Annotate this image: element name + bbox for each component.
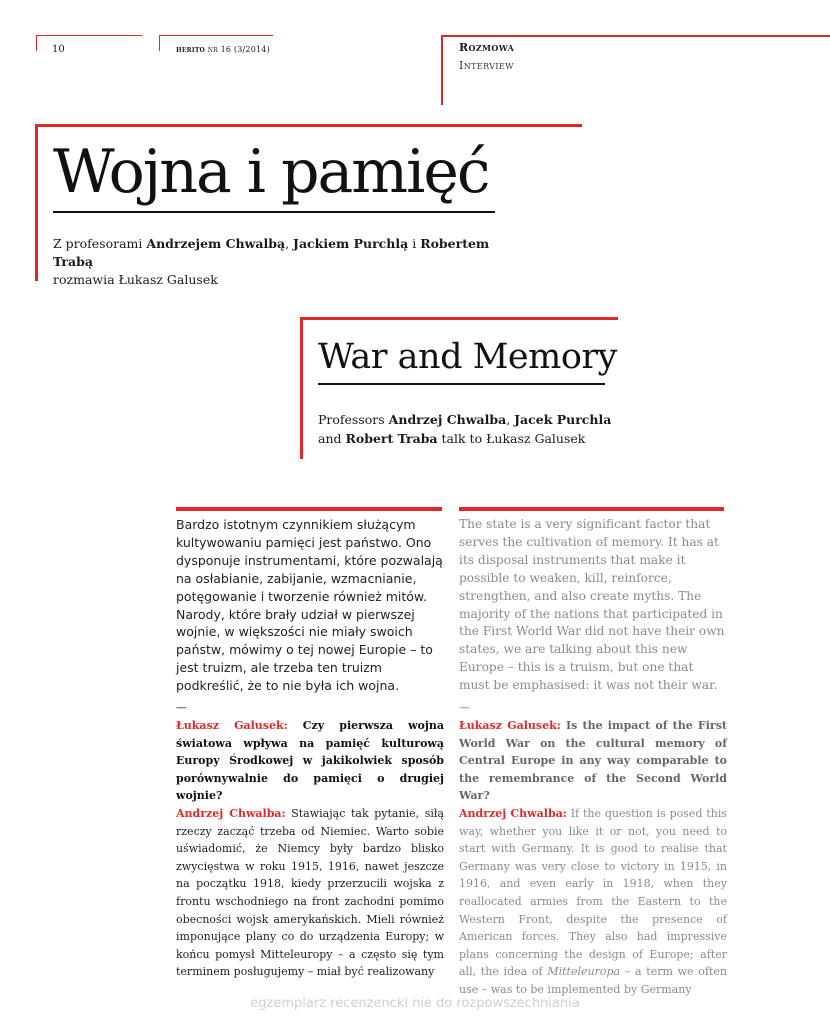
column-pl-lead: Bardzo istotnym czynnikiem służącym kultywowaniu pamięci jest państwo. Ono dysponuje instrumentami, które pozwalają na osłabianie, zabijanie, wzmacnianie, potęgowanie i tworzenie również mitów. Narody, które brały udział w pierwszej wojnie, w większości nie miały swoich państw, mówimy o tej nowej Europie – to jest truizm, ale trzeba ten truizm podkreślić, że to nie była ich wojna. (176, 517, 443, 694)
column-en-dash: — (459, 701, 470, 715)
header-tick-2 (159, 35, 160, 51)
column-en-answer-text-1: If the question is posed this way, whether you like it or not, you need to start with Germany. It is good to realise that Germany was very close to victory in 1915, in 1916, and even early in 1918, when they reallocated armies from the Eastern to the Western Front, despite the presence of American forces. They also had impressive plans concerning the design of Europe; after all, the idea of (459, 807, 728, 979)
column-en-answer-text-2: – a term we often use – was to be implemented by Germany (459, 965, 727, 996)
column-en-question-text: Is the impact of the First World War on the cultural memory of Central Europe in any way comparable to the remembrance of the Second World War? (459, 719, 727, 803)
intro-en-suffix: talk to Łukasz Galusek (437, 431, 586, 446)
watermark: egzemplarz recenzencki nie do rozpowszechniania (250, 996, 580, 1011)
title-en-underline (318, 383, 605, 385)
title-en-frame-top (300, 317, 618, 320)
magazine-issue (176, 44, 270, 54)
intro-en-prefix: Professors (318, 412, 389, 427)
issue-number: nr 16 (3/2014) (207, 45, 270, 54)
column-pl-bar (176, 507, 442, 511)
section-label-en: Interview (459, 59, 514, 72)
column-pl-answer-text: Stawiając tak pytanie, siłą rzeczy zacząć trzeba od Niemiec. Warto sobie uświadomić, że Niemcy były bardzo blisko zwycięstwa w roku 1915, 1916, nawet jeszcze na początku 1918, kiedy przerzucili wojska z frontu wschodniego na front zachodni pomimo obecności wojsk amerykańskich. Mieli również imponujące plany co do urządzenia Europy; w końcu pomysł Mitteleuropy – a często się tym terminem posługujemy – miał być realizowany (176, 807, 444, 979)
magazine-name: herito (176, 44, 205, 54)
intro-en-sep-1: , (506, 412, 515, 427)
intro-en-person-1: Andrzej Chwalba (388, 412, 507, 427)
page-number: 10 (52, 44, 65, 55)
column-en-question-speaker: Łukasz Galusek: (459, 719, 561, 733)
intro-en-sep-2: and (318, 431, 346, 446)
title-pl-underline (53, 211, 495, 213)
header-tick-1 (36, 35, 37, 51)
column-pl-question (176, 717, 444, 805)
header-rule-1 (36, 35, 142, 36)
intro-pl-suffix: rozmawia Łukasz Galusek (53, 272, 218, 287)
header-tick-3 (441, 35, 443, 105)
column-en-lead: The state is a very significant factor that serves the cultivation of memory. It has at its disposal instruments that make it possible to weaken, kill, reinforce, strengthen, and also create myths. The majority of the nations that participated in the First World War did not have their own states, we are talking about this new Europe – this is a truism, but one that must be emphasised: it was not their war. (459, 517, 725, 693)
intro-pl-sep-1: , (285, 236, 294, 251)
intro-en (318, 410, 618, 448)
column-en-bar (459, 507, 724, 511)
title-en-frame-left (300, 317, 303, 459)
intro-pl (53, 235, 523, 289)
column-en-answer-italic: Mitteleuropa (547, 965, 621, 979)
column-pl-answer (176, 805, 444, 981)
section-label-pl: Rozmowa (459, 41, 515, 54)
intro-en-person-2: Jacek Purchla (514, 412, 612, 427)
intro-pl-prefix: Z profesorami (53, 236, 147, 251)
intro-pl-person-3: Robertem Trabą (53, 236, 490, 269)
header-rule-2 (159, 35, 273, 36)
column-en (459, 516, 727, 999)
column-pl-question-speaker: Łukasz Galusek: (176, 719, 288, 733)
intro-en-person-3: Robert Traba (345, 431, 438, 446)
intro-pl-sep-2: i (408, 236, 421, 251)
intro-pl-person-2: Jackiem Purchlą (293, 236, 409, 251)
title-pl-frame-left (35, 124, 38, 281)
column-pl-question-text: Czy pierwsza wojna światowa wpływa na pamięć kulturową Europy Środkowej w jakikolwiek sposób porównywalnie do pamięci o drugiej wojnie? (176, 719, 444, 803)
column-pl-dash: — (176, 701, 187, 715)
title-pl-frame-top (35, 124, 582, 127)
column-pl (176, 516, 444, 981)
title-pl: Wojna i pamięć (53, 137, 489, 207)
column-pl-answer-speaker: Andrzej Chwalba: (176, 807, 286, 821)
column-en-answer (459, 805, 727, 999)
header-rule-3 (441, 35, 830, 37)
column-en-answer-speaker: Andrzej Chwalba: (459, 807, 567, 821)
intro-pl-person-1: Andrzejem Chwalbą (146, 236, 286, 251)
title-en: War and Memory (318, 337, 617, 377)
column-en-question (459, 717, 727, 805)
